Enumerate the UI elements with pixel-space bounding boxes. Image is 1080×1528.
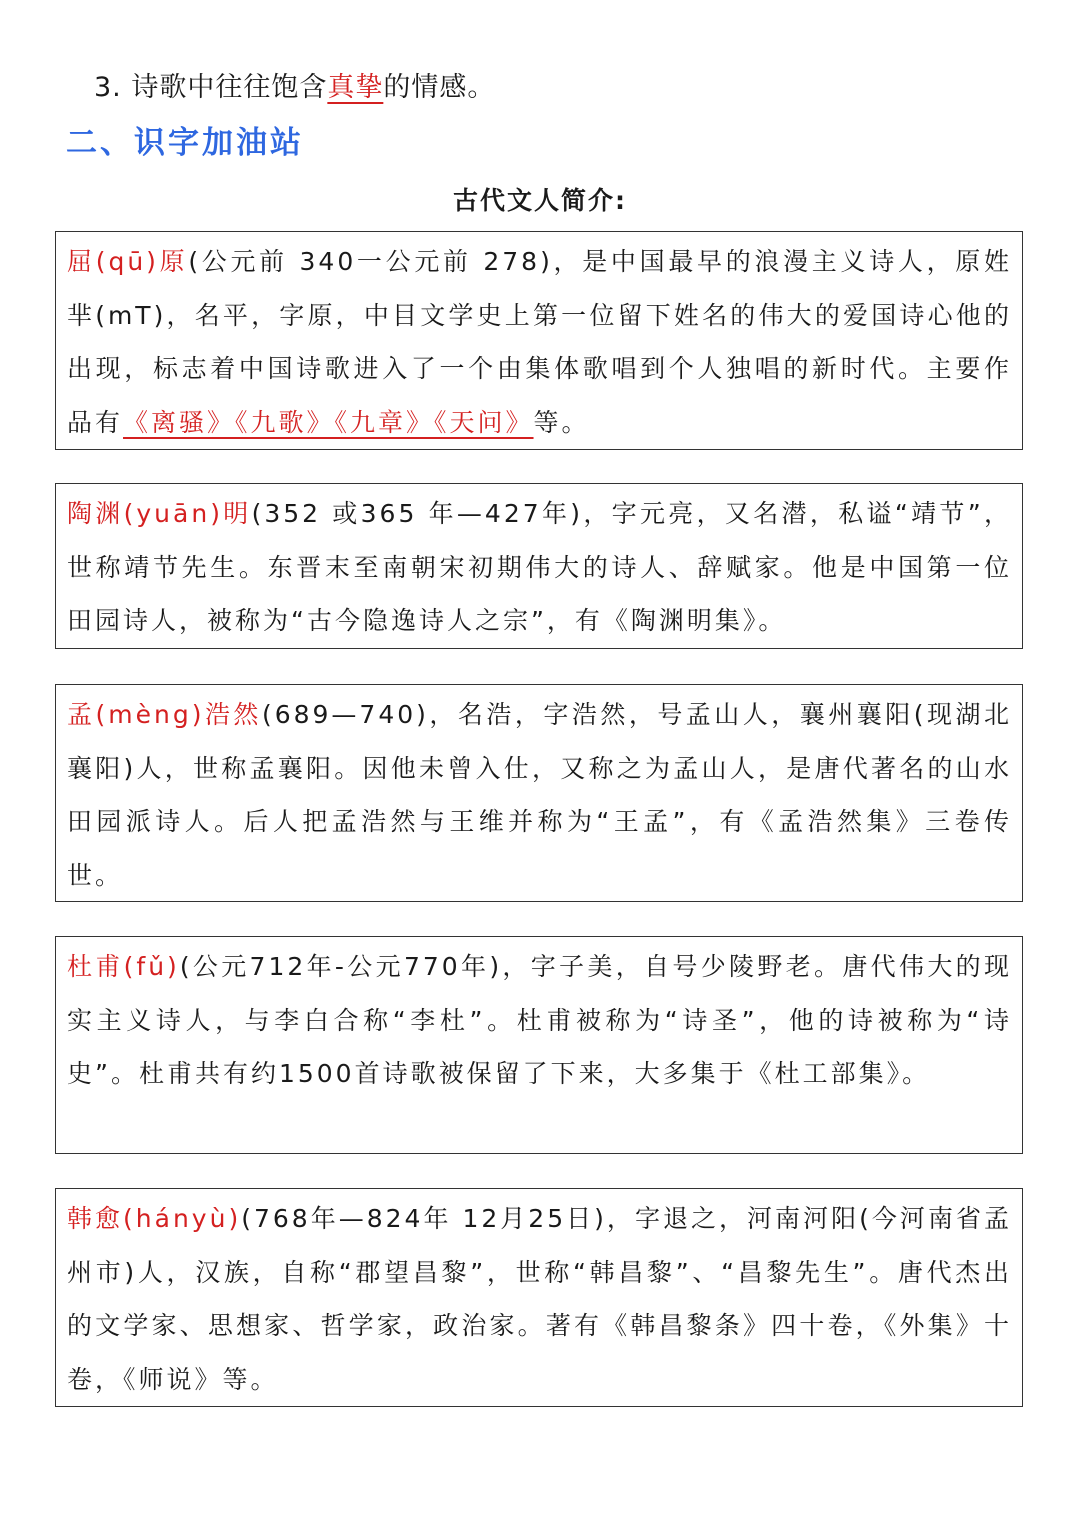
point-3-prefix: 3. 诗歌中往往饱含 bbox=[94, 72, 328, 103]
section-title: 二、识字加油站 bbox=[66, 125, 304, 161]
poet-card-quyuan bbox=[55, 231, 1023, 450]
poet-bio: (352 或365 年—427年)，字元亮，又名潜，私谥“靖节”，世称靖节先生。东晋末至南朝宋初期伟大的诗人、辞赋家。他是中国第一位田园诗人，被称为“古今隐逸诗人之宗”，有《陶渊明集》。 bbox=[67, 499, 1012, 635]
poet-bio: (公元前 340一公元前 278)，是中国最早的浪漫主义诗人，原姓芈(mT)，名平，字原，中目文学史上第一位留下姓名的伟大的爱国诗心他的出现，标志着中国诗歌进入了一个由集体歌唱到个人独唱的新时代。主要作品有 bbox=[67, 247, 1012, 437]
poet-name: 韩愈(hányù) bbox=[67, 1204, 242, 1233]
poet-bio: (768年—824年 12月25日)，字退之，河南河阳(今河南省孟州市)人，汉族，自称“郡望昌黎”，世称“韩昌黎”、“昌黎先生”。唐代杰出的文学家、思想家、哲学家，政治家。著有《韩昌黎条》四十卷，《外集》十卷，《师说》等。 bbox=[67, 1204, 1012, 1394]
poet-works: 《离骚》《九歌》《九章》《天问》 bbox=[123, 407, 534, 437]
point-3-suffix: 的情感。 bbox=[383, 72, 496, 103]
poet-card-hanyu bbox=[55, 1188, 1023, 1407]
section-subtitle: 古代文人简介: bbox=[453, 186, 627, 215]
poet-name: 屈(qū)原 bbox=[67, 247, 189, 276]
poet-name: 陶渊(yuān)明 bbox=[67, 499, 252, 528]
poet-name: 杜甫(fǔ) bbox=[67, 952, 180, 981]
point-3-highlight: 真挚 bbox=[327, 72, 384, 103]
poet-name: 孟(mèng)浩然 bbox=[67, 700, 262, 729]
poet-card-menghaoran bbox=[55, 684, 1023, 902]
poet-card-dufu bbox=[55, 936, 1023, 1154]
poet-card-taoyuanming bbox=[55, 483, 1023, 649]
point-3 bbox=[94, 66, 495, 110]
poet-bio: (公元712年-公元770年)，字子美，自号少陵野老。唐代伟大的现实主义诗人，与李白合称“李杜”。杜甫被称为“诗圣”，他的诗被称为“诗史”。杜甫共有约1500首诗歌被保留了下来，大多集于《杜工部集》。 bbox=[67, 952, 1012, 1088]
poet-bio: (689—740)，名浩，字浩然，号孟山人，襄州襄阳(现湖北襄阳)人，世称孟襄阳。因他未曾入仕，又称之为孟山人，是唐代著名的山水田园派诗人。后人把孟浩然与王维并称为“王孟”，有《孟浩然集》三卷传世。 bbox=[67, 700, 1012, 890]
poet-bio-ending: 等。 bbox=[533, 407, 590, 437]
